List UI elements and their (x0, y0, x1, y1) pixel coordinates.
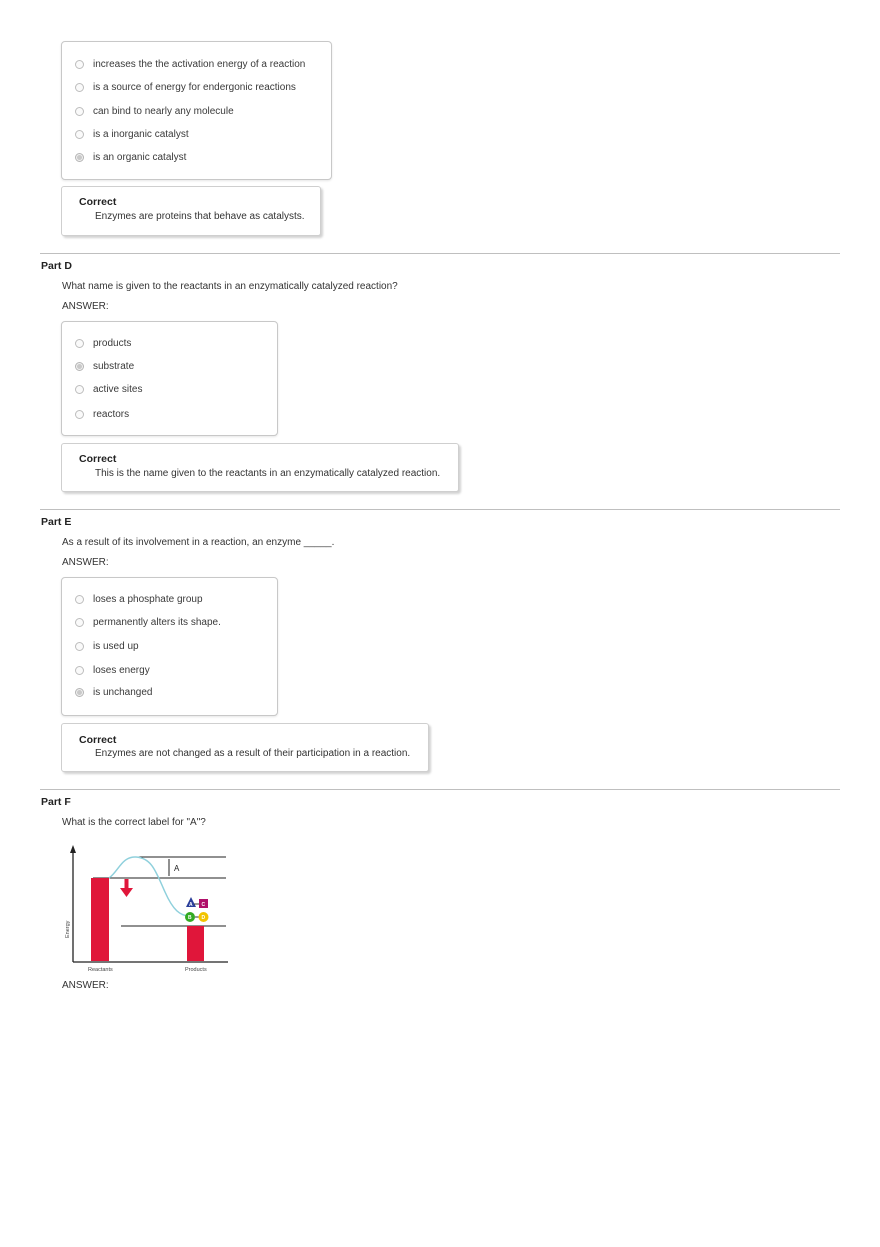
part-e-option-5[interactable] (75, 684, 153, 700)
part-d-feedback (61, 443, 459, 492)
molecule-label-d: D (201, 915, 206, 921)
part-c-option-3[interactable] (75, 103, 234, 119)
part-f-title: Part F (41, 796, 71, 808)
part-d-title: Part D (41, 260, 72, 272)
marker-label: A (174, 864, 180, 873)
section-divider (40, 789, 840, 790)
option-label: is unchanged (93, 686, 153, 698)
part-d-question: What name is given to the reactants in an enzymatically catalyzed reaction? (62, 281, 398, 292)
part-e-option-1[interactable] (75, 591, 203, 607)
part-e-option-2[interactable] (75, 614, 221, 630)
radio-button[interactable] (75, 107, 84, 116)
radio-button[interactable] (75, 60, 84, 69)
section-divider (40, 509, 840, 510)
option-label: is used up (93, 640, 139, 652)
radio-button[interactable] (75, 618, 84, 627)
option-label: substrate (93, 360, 135, 372)
y-axis-arrow-icon (70, 845, 76, 853)
radio-button-selected[interactable] (75, 688, 84, 697)
product-molecules-icon (185, 897, 209, 922)
part-d-options-box (61, 321, 278, 436)
option-label: is a inorganic catalyst (93, 128, 189, 140)
molecule-label-a: A (189, 902, 193, 908)
part-c-option-5[interactable] (75, 149, 186, 165)
option-label: can bind to nearly any molecule (93, 105, 234, 117)
part-d-option-4[interactable] (75, 406, 129, 422)
molecule-label-b: B (188, 915, 192, 921)
option-label: reactors (93, 408, 130, 420)
part-e-title: Part E (41, 516, 72, 528)
part-c-feedback (61, 186, 321, 236)
molecule-label-c: C (201, 902, 206, 908)
radio-button[interactable] (75, 595, 84, 604)
feedback-text: This is the name given to the reactants in an enzymatically catalyzed reaction. (95, 468, 441, 479)
products-bar (187, 926, 204, 961)
part-c-options-box (61, 41, 332, 180)
radio-button-selected[interactable] (75, 362, 84, 371)
part-f-answer-label: ANSWER: (62, 980, 109, 991)
y-axis-label: Energy (65, 920, 71, 938)
radio-button[interactable] (75, 83, 84, 92)
option-label: is an organic catalyst (93, 151, 187, 163)
feedback-title: Correct (79, 453, 117, 465)
radio-button[interactable] (75, 385, 84, 394)
feedback-text: Enzymes are proteins that behave as catalysts. (95, 211, 305, 222)
part-e-options-box (61, 577, 278, 716)
part-e-answer-label: ANSWER: (62, 557, 109, 568)
reactants-bar (91, 878, 109, 961)
part-c-option-1[interactable] (75, 56, 305, 72)
energy-down-arrow-icon (120, 879, 133, 897)
x-label-products: Products (185, 967, 207, 973)
part-e-question: As a result of its involvement in a reaction, an enzyme _____. (62, 537, 335, 548)
option-label: increases the the activation energy of a reaction (93, 58, 306, 70)
part-c-option-4[interactable] (75, 126, 189, 142)
radio-button[interactable] (75, 642, 84, 651)
part-d-answer-label: ANSWER: (62, 301, 109, 312)
option-label: products (93, 337, 132, 349)
energy-diagram (60, 840, 232, 976)
part-f-question: What is the correct label for "A"? (62, 817, 206, 828)
part-e-option-4[interactable] (75, 662, 150, 678)
part-e-feedback (61, 723, 429, 772)
x-label-reactants: Reactants (88, 967, 113, 973)
part-d-option-1[interactable] (75, 335, 131, 351)
radio-button[interactable] (75, 666, 84, 675)
radio-button[interactable] (75, 339, 84, 348)
feedback-text: Enzymes are not changed as a result of their participation in a reaction. (95, 748, 411, 759)
part-d-option-2[interactable] (75, 358, 134, 374)
radio-button-selected[interactable] (75, 153, 84, 162)
radio-button[interactable] (75, 410, 84, 419)
section-divider (40, 253, 840, 254)
feedback-title: Correct (79, 734, 117, 746)
option-label: loses a phosphate group (93, 593, 203, 605)
feedback-title: Correct (79, 196, 117, 208)
part-c-option-2[interactable] (75, 79, 296, 95)
option-label: active sites (93, 383, 143, 395)
radio-button[interactable] (75, 130, 84, 139)
part-e-option-3[interactable] (75, 638, 139, 654)
option-label: loses energy (93, 664, 150, 676)
option-label: permanently alters its shape. (93, 616, 221, 628)
part-d-option-3[interactable] (75, 381, 142, 397)
option-label: is a source of energy for endergonic reactions (93, 81, 296, 93)
